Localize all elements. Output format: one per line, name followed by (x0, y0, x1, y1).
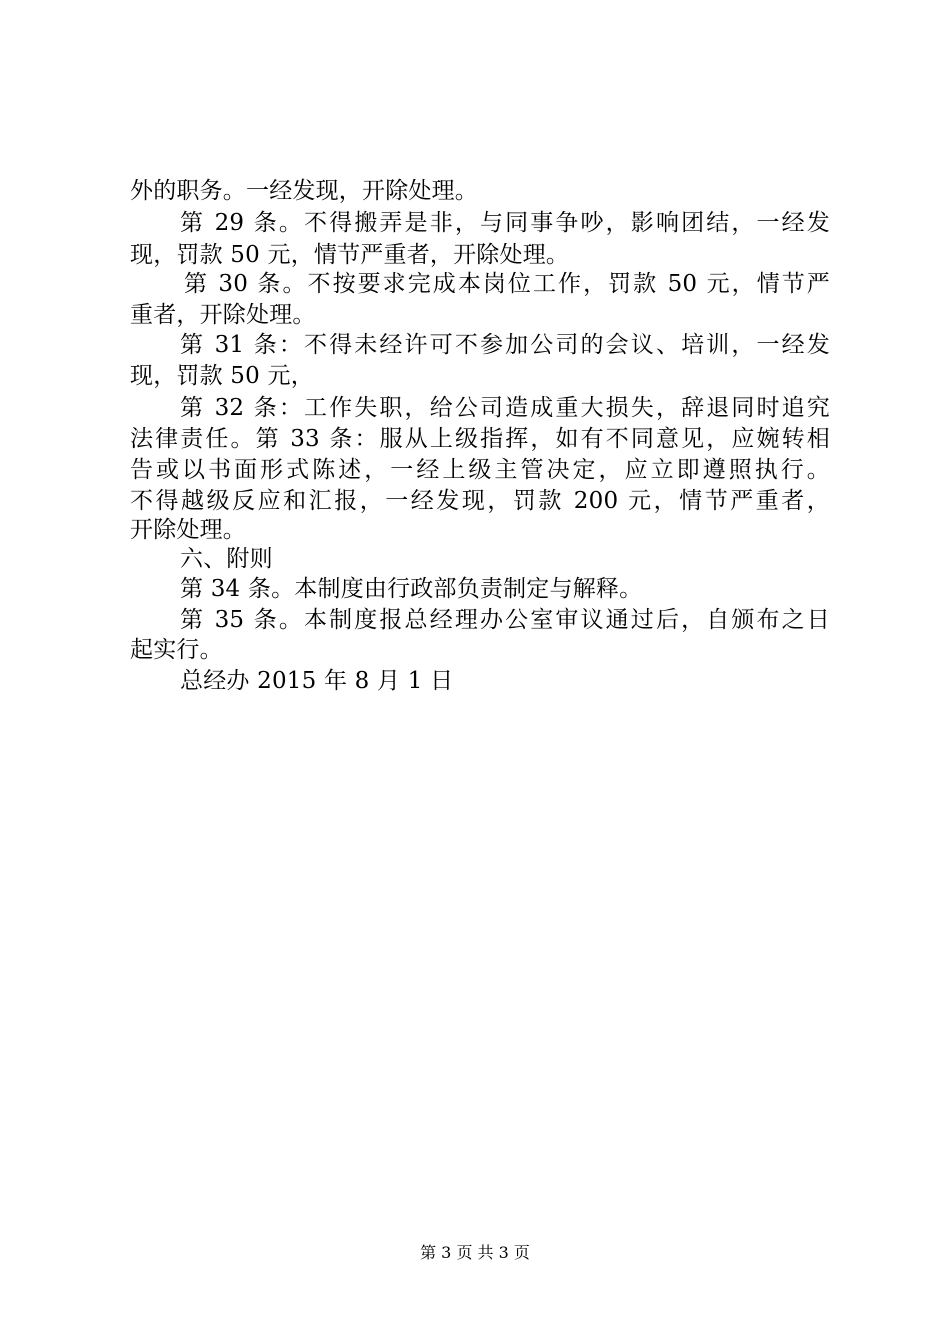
text-line: 第 35 条。本制度报总经理办公室审议通过后，自颁布之日 (180, 607, 830, 633)
text-line: 现，罚款 50 元，情节严重者，开除处理。 (130, 242, 570, 268)
section-heading: 六、附则 (180, 546, 273, 572)
text-line: 外的职务。一经发现，开除处理。 (130, 178, 478, 204)
text-line: 第 31 条：不得未经许可不参加公司的会议、培训，一经发 (180, 332, 830, 358)
text-line: 第 34 条。本制度由行政部负责制定与解释。 (180, 576, 643, 602)
text-line: 第 29 条。不得搬弄是非，与同事争吵，影响团结，一经发 (180, 210, 830, 236)
page-number-footer: 第 3 页 共 3 页 (420, 1243, 530, 1262)
text-line: 第 30 条。不按要求完成本岗位工作，罚款 50 元，情节严 (184, 271, 830, 297)
text-line: 现，罚款 50 元， (130, 363, 314, 389)
text-line: 开除处理。 (130, 517, 246, 543)
text-line: 起实行。 (130, 637, 223, 663)
text-line: 重者，开除处理。 (130, 302, 316, 328)
signature-date-line: 总经办 2015 年 8 月 1 日 (180, 668, 454, 694)
text-line: 法律责任。第 33 条：服从上级指挥，如有不同意见，应婉转相 (130, 426, 830, 452)
text-line: 告或以书面形式陈述，一经上级主管决定，应立即遵照执行。 (130, 457, 830, 483)
text-line: 第 32 条：工作失职，给公司造成重大损失，辞退同时追究 (180, 395, 830, 421)
text-line: 不得越级反应和汇报，一经发现，罚款 200 元，情节严重者， (130, 488, 830, 514)
